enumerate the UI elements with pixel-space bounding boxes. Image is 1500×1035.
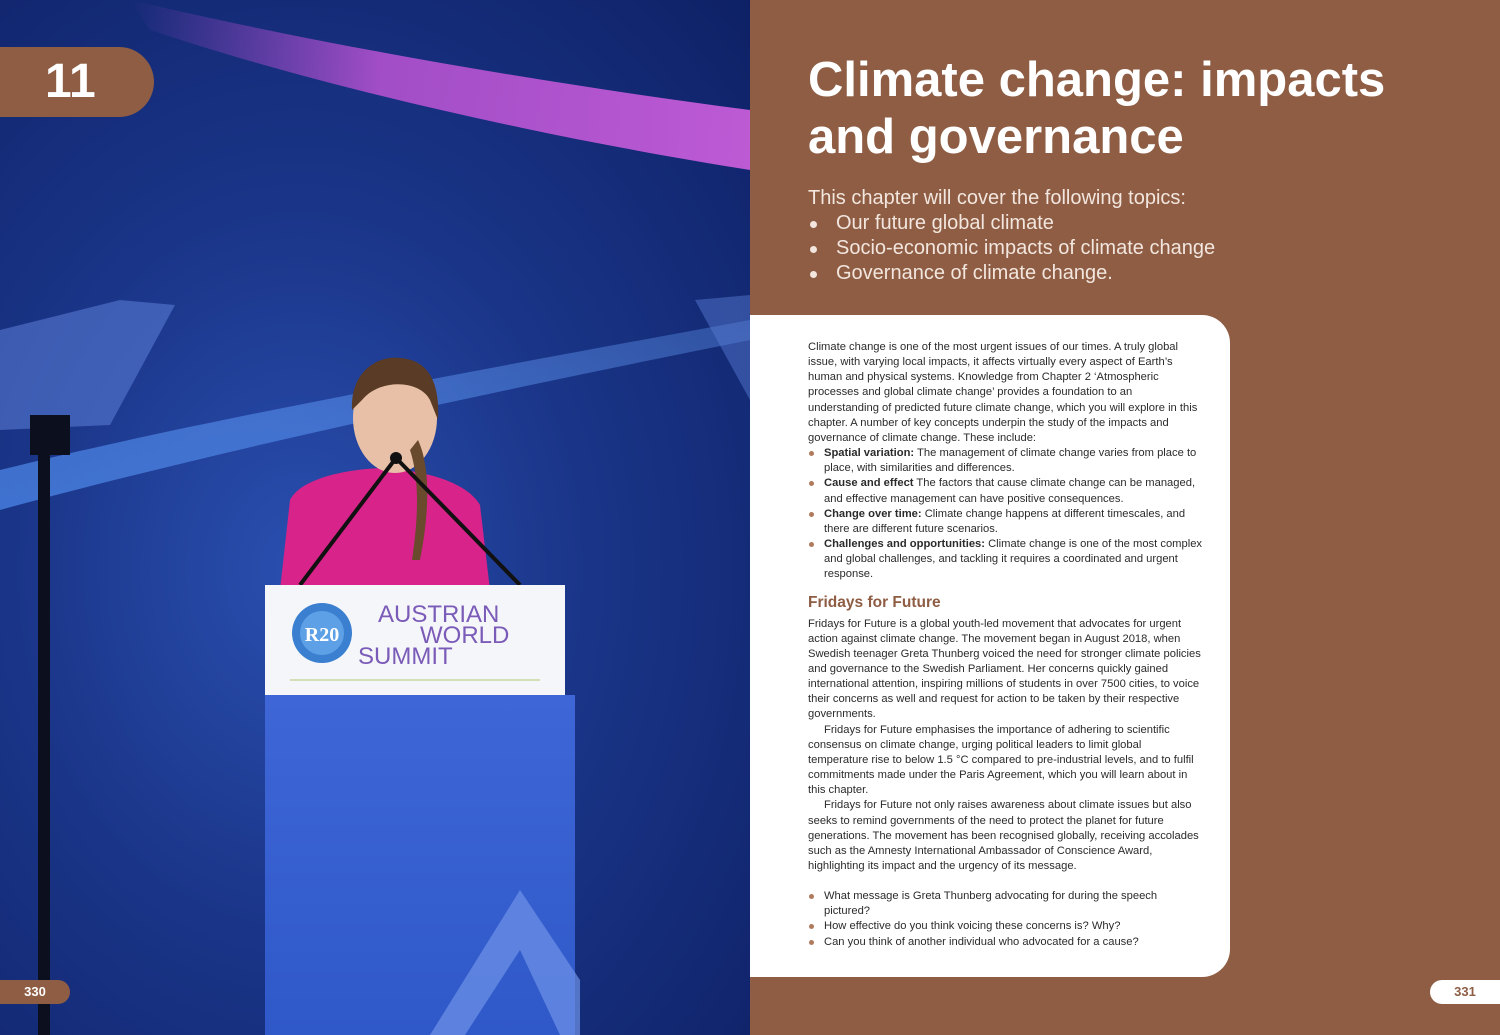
case-study-paragraph: Fridays for Future not only raises awareness about climate issues but also seeks to remind governments of the need to protect the planet for future generations. The movement has been recognised globally, receiving accolades such as the Amnesty International Ambassador of Conscience Award, highlighting its impact and the urgency of its message. [808, 799, 1199, 872]
topic-item: Governance of climate change. [808, 261, 1215, 286]
chapter-title: Climate change: impacts and governance [808, 53, 1386, 164]
key-concepts-list [808, 446, 1203, 582]
concept-item [808, 476, 1203, 506]
concept-text: The management of climate change varies from place to place, with similarities and differences. [824, 447, 1197, 475]
concept-term: Change over time: [824, 507, 922, 520]
topics-list [808, 211, 1215, 286]
intro-content-box [750, 315, 1230, 977]
chapter-number-tab: 11 [0, 47, 154, 117]
stage-light-streak [130, 0, 750, 170]
case-study-paragraph: Fridays for Future emphasises the importance of adhering to scientific consensus on climate change, urging political leaders to limit global temperature rise to below 1.5 °C compared to pre-industrial levels, and to fulfil commitments made under the Paris Agreement, which you will learn about in this chapter. [808, 723, 1194, 797]
concept-term: Challenges and opportunities: [824, 538, 985, 551]
chapter-opener-page [750, 0, 1500, 1035]
teleprompter-left [0, 300, 175, 430]
concept-text: Climate change happens at different timescales, and there are different future scenarios. [824, 507, 1186, 535]
case-study-heading: Fridays for Future [808, 593, 941, 611]
page-number-left: 330 [0, 980, 70, 1004]
concept-item [808, 446, 1203, 476]
podium-logo-line1: AUSTRIAN [378, 601, 500, 628]
concept-item [808, 507, 1203, 537]
podium-logo-line3: SUMMIT [358, 643, 453, 670]
podium [265, 585, 580, 1035]
question-item: Can you think of another individual who advocated for a cause? [808, 935, 1203, 950]
intro-paragraph: Climate change is one of the most urgent issues of our times. A truly global issue, with varying local impacts, it affects virtually every aspect of Earth’s human and physical systems. Knowledge from Chapter 2 ‘Atmospheric processes and global climate change’ provides a foundation to an understanding of predicted future climate change, which you will explore in this chapter. A number of key concepts underpin the study of the impacts and governance of climate change. These include: [808, 341, 1198, 444]
concept-text: The factors that cause climate change can be managed, and effective management can have positive consequences. [824, 477, 1196, 505]
question-item: How effective do you think voicing these concerns is? Why? [808, 919, 1203, 934]
concept-term: Cause and effect [824, 477, 914, 490]
concept-text: Climate change is one of the most complex and global challenges, and tackling it requires a coordinated and urgent response. [824, 538, 1203, 581]
podium-logo-line2: WORLD [420, 622, 510, 649]
concept-term: Spatial variation: [824, 447, 915, 460]
teleprompter-stand [38, 420, 50, 1035]
topics-intro: This chapter will cover the following topics: [808, 187, 1186, 209]
discussion-questions [808, 889, 1203, 950]
concept-item [808, 537, 1203, 582]
topic-item: Our future global climate [808, 211, 1215, 236]
podium-logo-badge: R20 [304, 624, 340, 646]
topic-item: Socio-economic impacts of climate change [808, 236, 1215, 261]
page-number-right: 331 [1430, 980, 1500, 1004]
case-study-paragraph: Fridays for Future is a global youth-led movement that advocates for urgent action against climate change. The movement began in August 2018, when Swedish teenager Greta Thunberg voiced the need for stronger climate policies and governance to the Swedish Parliament. Her concerns quickly gained international attention, inspiring millions of students in over 7500 cities, to voice their concerns as well and request for action to be taken by their respective governments. [808, 617, 1201, 721]
question-item: What message is Greta Thunberg advocating for during the speech pictured? [808, 889, 1203, 919]
